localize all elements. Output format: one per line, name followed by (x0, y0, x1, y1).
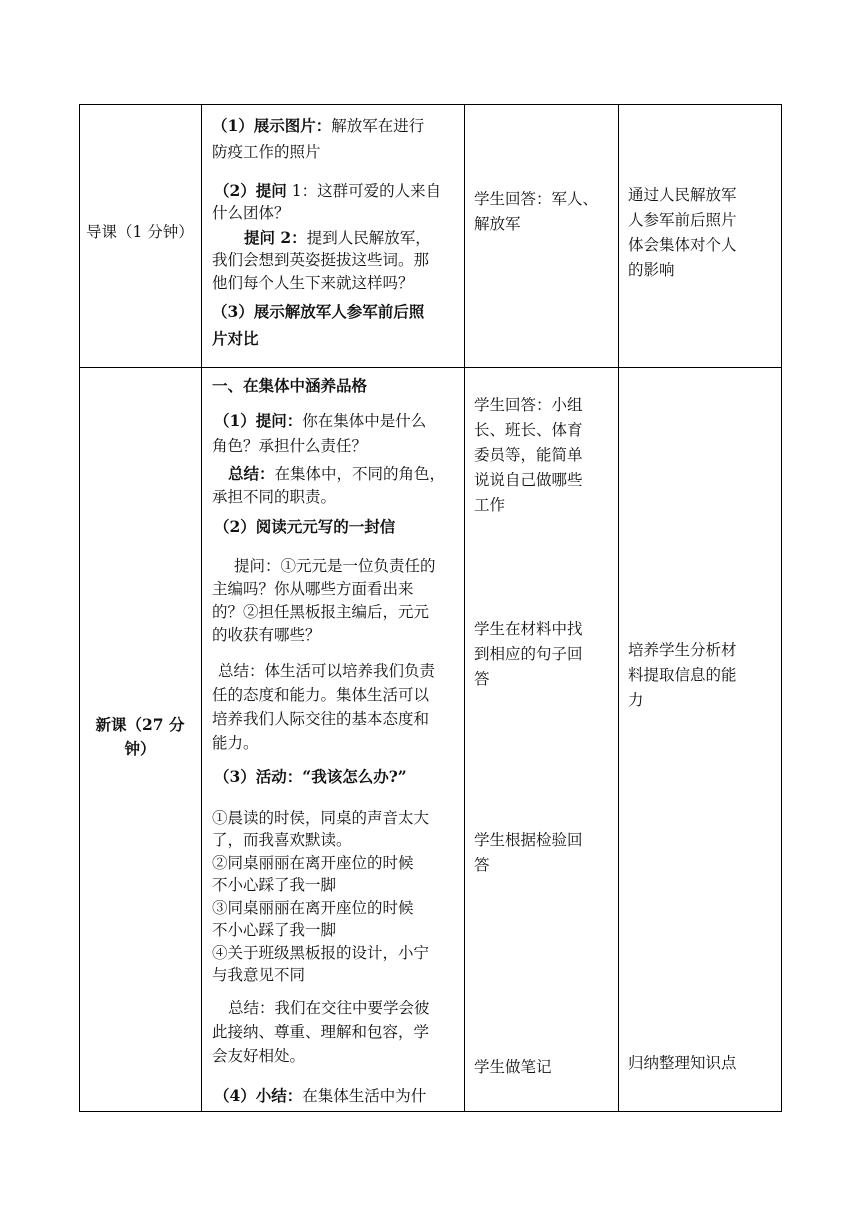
teacher-line: 他们每个人生下来就这样吗？ (212, 274, 414, 292)
teacher-line: （3）活动：“我该怎么办?” (214, 767, 407, 786)
teacher-line: 总结：体生活可以培养我们负责 (218, 662, 436, 680)
teacher-line: （2）阅读元元写的一封信 (214, 517, 396, 536)
teacher-line: 我们会想到英姿挺拔这些词。那 (212, 251, 430, 269)
stage-label: 新课（27 分 (95, 715, 185, 734)
teacher-line: 主编吗？你从哪些方面看出来 (212, 580, 414, 598)
intent-line: 体会集体对个人 (628, 236, 737, 254)
student-line: 学生回答：小组 (474, 396, 583, 414)
teacher-line: 片对比 (212, 329, 259, 348)
intent-line: 料提取信息的能 (628, 666, 737, 684)
teacher-line: 总结：我们在交往中要学会彼 (228, 999, 430, 1017)
teacher-line: ①晨读的时侯，同桌的声音太大 (212, 809, 430, 827)
teacher-line: （3）展示解放军人参军前后照 (212, 302, 425, 321)
student-line: 说说自己做哪些 (474, 471, 583, 489)
intent-line: 通过人民解放军 (628, 186, 737, 204)
stage-label: 导课（1 分钟） (86, 223, 194, 241)
teacher-line: 总结：在集体中，不同的角色， (228, 464, 446, 483)
teacher-line: ④关于班级黑板报的设计，小宁 (212, 944, 430, 962)
teacher-line: 培养我们人际交往的基本态度和 (212, 710, 430, 728)
teacher-line: （4）小结：在集体生活中为什 (214, 1086, 427, 1105)
teacher-line: 提问：①元元是一位负责任的 (234, 557, 436, 575)
table-col-divider-1 (201, 104, 202, 1112)
table-border-bottom (79, 1111, 782, 1112)
teacher-line: 了，而我喜欢默读。 (212, 831, 352, 849)
teacher-line: （2）提问 1：这群可爱的人来自 (214, 181, 442, 200)
teacher-line: 不小心踩了我一脚 (212, 876, 337, 894)
student-line: 学生回答：军人、 (474, 190, 599, 208)
teacher-line: 的？②担任黑板报主编后，元元 (212, 603, 430, 621)
intent-line: 培养学生分析材 (628, 641, 737, 659)
section-heading: 一、在集体中涵养品格 (212, 376, 368, 395)
student-line: 答 (474, 670, 490, 688)
teacher-line: 此接纳、尊重、理解和包容，学 (212, 1023, 430, 1041)
intent-line: 的影响 (628, 261, 675, 279)
intent-line: 力 (628, 691, 644, 709)
student-line: 学生根据检验回 (474, 831, 583, 849)
teacher-line: 能力。 (212, 734, 259, 752)
intent-line: 归纳整理知识点 (628, 1054, 737, 1072)
student-line: 长、班长、体育 (474, 421, 583, 439)
teacher-line: 的收获有哪些？ (212, 626, 321, 644)
table-border-top (79, 104, 782, 105)
student-line: 工作 (474, 496, 506, 514)
table-border-right (781, 104, 782, 1112)
teacher-line: 不小心踩了我一脚 (212, 921, 337, 939)
table-border-left (79, 104, 80, 1112)
teacher-line: ②同桌丽丽在离开座位的时候 (212, 854, 414, 872)
student-line: 解放军 (474, 215, 521, 233)
teacher-line: 提问 2：提到人民解放军， (244, 228, 431, 247)
teacher-line: 会友好相处。 (212, 1047, 306, 1065)
teacher-line: 与我意见不同 (212, 966, 306, 984)
student-line: 委员等，能简单 (474, 446, 583, 464)
stage-label: 钟） (124, 739, 156, 758)
teacher-line: ③同桌丽丽在离开座位的时候 (212, 899, 414, 917)
intent-line: 人参军前后照片 (628, 211, 737, 229)
student-line: 学生做笔记 (474, 1058, 552, 1076)
teacher-line: 承担不同的职责。 (212, 488, 337, 506)
teacher-line: 角色？承担什么责任？ (212, 437, 368, 455)
student-line: 学生在材料中找 (474, 620, 583, 638)
teacher-line: 防疫工作的照片 (212, 143, 321, 161)
teacher-line: 什么团体？ (212, 204, 290, 222)
teacher-line: （1）展示图片：解放军在进行 (212, 116, 425, 135)
table-col-divider-2 (464, 104, 465, 1112)
teacher-line: 任的态度和能力。集体生活可以 (212, 686, 430, 704)
table-row-divider (79, 367, 782, 368)
student-line: 到相应的句子回 (474, 645, 583, 663)
table-col-divider-3 (618, 104, 619, 1112)
teacher-line: （1）提问：你在集体中是什么 (214, 411, 427, 430)
student-line: 答 (474, 856, 490, 874)
